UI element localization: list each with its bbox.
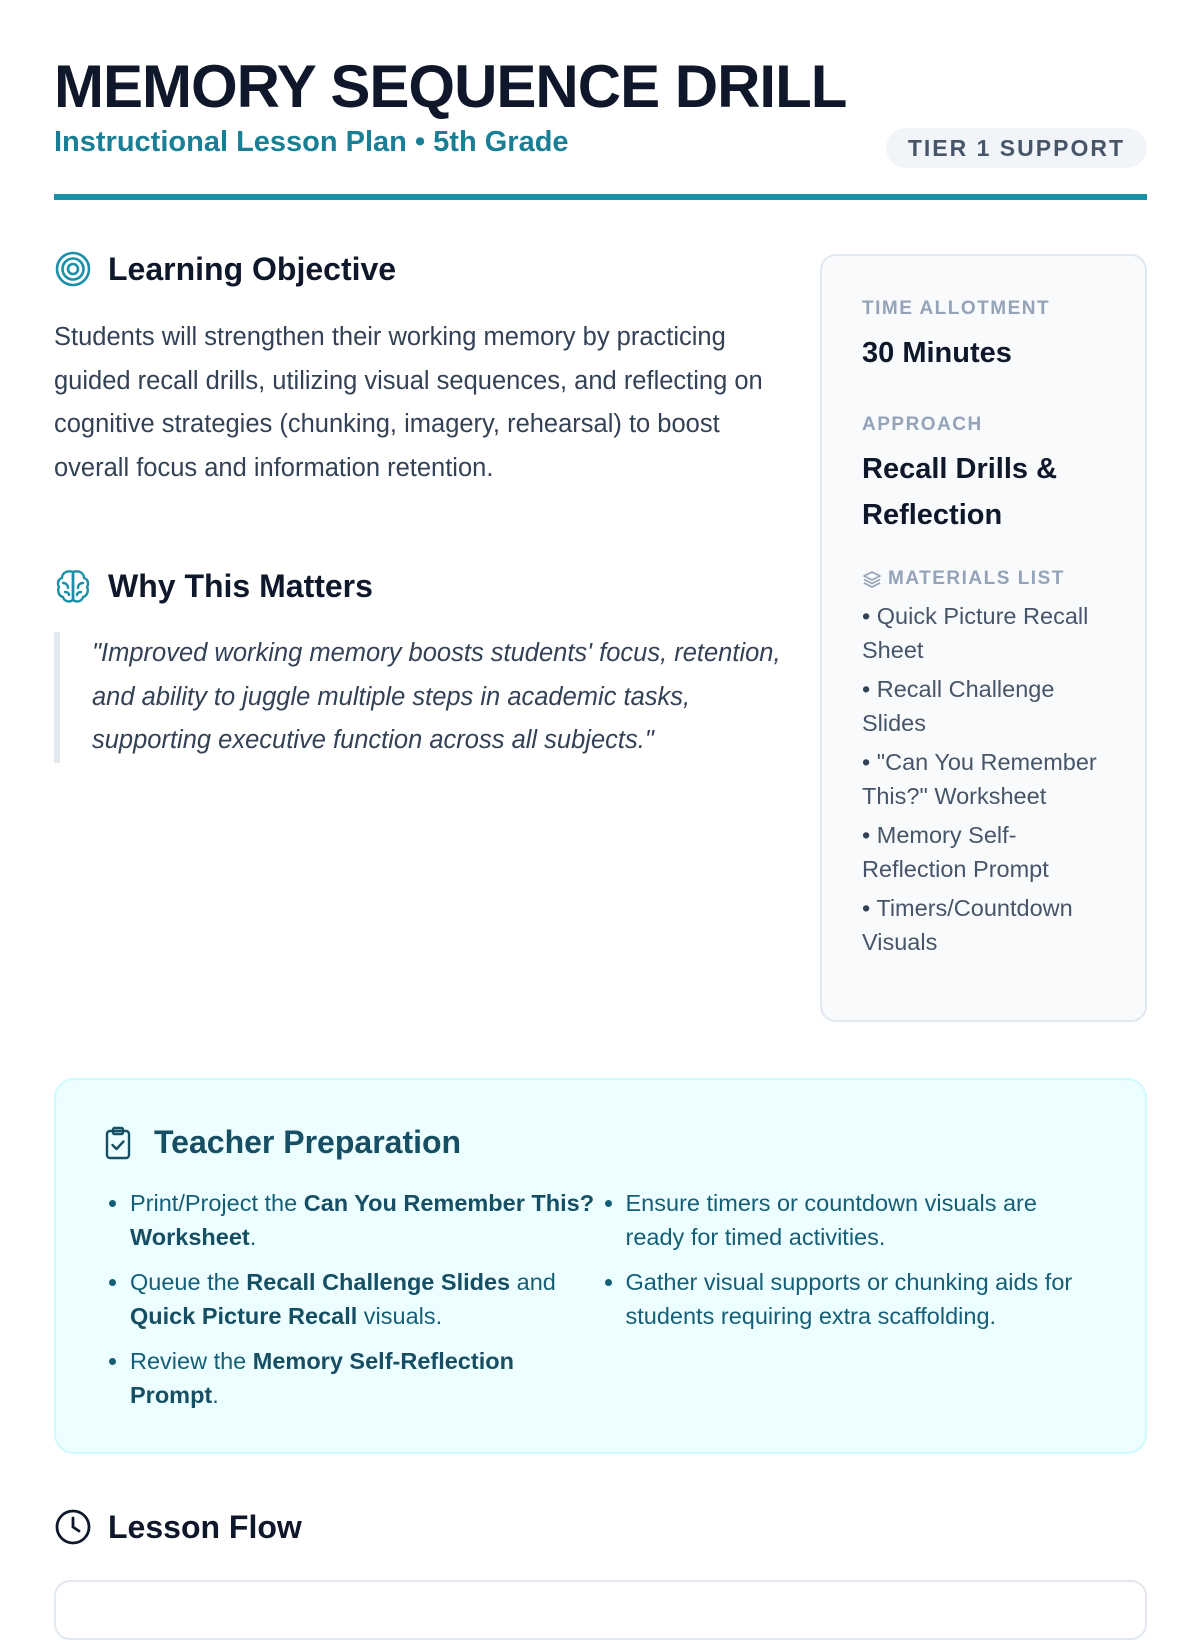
- learning-objective-heading: [54, 250, 396, 288]
- brain-icon: [54, 567, 92, 605]
- materials-item: • Memory Self-Reflection Prompt: [862, 819, 1107, 886]
- materials-label-text: MATERIALS LIST: [888, 568, 1065, 589]
- target-icon: [54, 250, 92, 288]
- time-allotment-value: 30 Minutes: [862, 337, 1012, 369]
- layers-icon: [862, 569, 882, 589]
- materials-label: [862, 566, 1107, 592]
- teacher-preparation-heading: [100, 1124, 1101, 1161]
- header-divider: [54, 194, 1147, 200]
- why-matters-title: Why This Matters: [108, 567, 373, 604]
- materials-item: • Recall Challenge Slides: [862, 673, 1107, 740]
- clipboard-check-icon: [100, 1125, 136, 1161]
- tier-badge: TIER 1 SUPPORT: [886, 128, 1147, 168]
- prep-column-right: [596, 1187, 1102, 1424]
- page-subtitle: Instructional Lesson Plan • 5th Grade: [54, 126, 569, 158]
- prep-item: • Ensure timers or countdown visuals are ready for timed activities.: [626, 1187, 1102, 1254]
- why-matters-heading: [54, 567, 373, 605]
- approach-label: APPROACH: [862, 414, 983, 435]
- lesson-flow-heading: [54, 1508, 302, 1546]
- prep-columns: [100, 1187, 1101, 1424]
- time-allotment-label: TIME ALLOTMENT: [862, 298, 1051, 319]
- materials-item: • Timers/Countdown Visuals: [862, 892, 1107, 959]
- lesson-details-card: [820, 254, 1147, 1022]
- materials-item: • "Can You Remember This?" Worksheet: [862, 746, 1107, 813]
- prep-column-left: [100, 1187, 606, 1424]
- materials-list: [862, 600, 1107, 959]
- approach-value: Recall Drills & Reflection: [862, 453, 1058, 531]
- prep-item: • Gather visual supports or chunking aids for students requiring extra scaffolding.: [626, 1266, 1102, 1333]
- lesson-flow-card: [54, 1580, 1147, 1640]
- clock-icon: [54, 1508, 92, 1546]
- lesson-flow-title: Lesson Flow: [108, 1508, 302, 1545]
- teacher-preparation-title: Teacher Preparation: [154, 1124, 462, 1160]
- page-title: MEMORY SEQUENCE DRILL: [54, 53, 847, 120]
- prep-item: • Queue the Recall Challenge Slides and Quick Picture Recall visuals.: [130, 1266, 606, 1333]
- teacher-preparation-card: [54, 1078, 1147, 1454]
- learning-objective-text: Students will strengthen their working memory by practicing guided recall drills, utilizing visual sequences, and reflecting on cognitive strategies (chunking, imagery, rehearsal) to boost overall focus and information retention.: [54, 323, 763, 482]
- prep-item: • Review the Memory Self-Reflection Prompt.: [130, 1345, 606, 1412]
- materials-item: • Quick Picture Recall Sheet: [862, 600, 1107, 667]
- learning-objective-title: Learning Objective: [108, 250, 397, 287]
- prep-item: • Print/Project the Can You Remember This? Worksheet.: [130, 1187, 606, 1254]
- why-matters-quote: "Improved working memory boosts students' focus, retention, and ability to juggle multiple steps in academic tasks, supporting executive function across all subjects.": [54, 632, 782, 763]
